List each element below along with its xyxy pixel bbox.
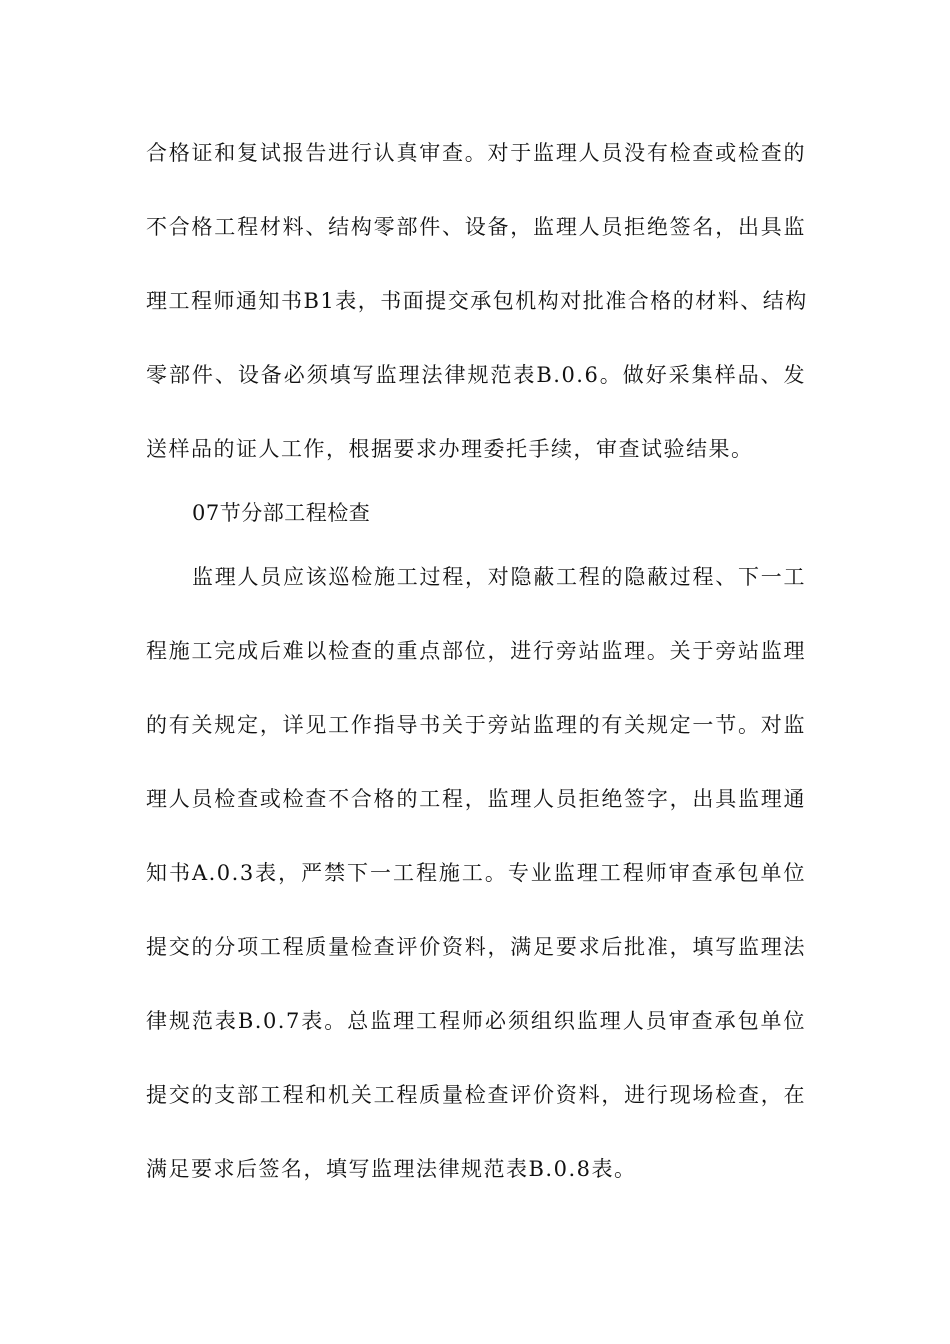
- paragraph-1-line-3: 理工程师通知书B1表，书面提交承包机构对批准合格的材料、结构: [146, 289, 808, 313]
- paragraph-2-line-5: 知书A.0.3表，严禁下一工程施工。专业监理工程师审查承包单位: [146, 861, 806, 885]
- paragraph-2-line-9: 满足要求后签名，填写监理法律规范表B.0.8表。: [146, 1157, 637, 1181]
- paragraph-1-line-2: 不合格工程材料、结构零部件、设备，监理人员拒绝签名，出具监: [146, 215, 806, 239]
- paragraph-2-line-4: 理人员检查或检查不合格的工程，监理人员拒绝签字，出具监理通: [146, 787, 806, 811]
- paragraph-2-line-8: 提交的支部工程和机关工程质量检查评价资料，进行现场检查，在: [146, 1083, 806, 1107]
- paragraph-1-line-4: 零部件、设备必须填写监理法律规范表B.0.6。做好采集样品、发: [146, 363, 806, 387]
- paragraph-2-line-3: 的有关规定，详见工作指导书关于旁站监理的有关规定一节。对监: [146, 713, 806, 737]
- paragraph-2-line-2: 程施工完成后难以检查的重点部位，进行旁站监理。关于旁站监理: [146, 639, 806, 663]
- paragraph-2-line-6: 提交的分项工程质量检查评价资料，满足要求后批准，填写监理法: [146, 935, 806, 959]
- paragraph-1-line-1: 合格证和复试报告进行认真审查。对于监理人员没有检查或检查的: [146, 141, 806, 165]
- paragraph-2-line-1: 监理人员应该巡检施工过程，对隐蔽工程的隐蔽过程、下一工: [192, 565, 806, 589]
- paragraph-1-line-5: 送样品的证人工作，根据要求办理委托手续，审查试验结果。: [146, 437, 754, 461]
- section-heading: 07节分部工程检查: [192, 501, 371, 525]
- paragraph-2-line-7: 律规范表B.0.7表。总监理工程师必须组织监理人员审查承包单位: [146, 1009, 806, 1033]
